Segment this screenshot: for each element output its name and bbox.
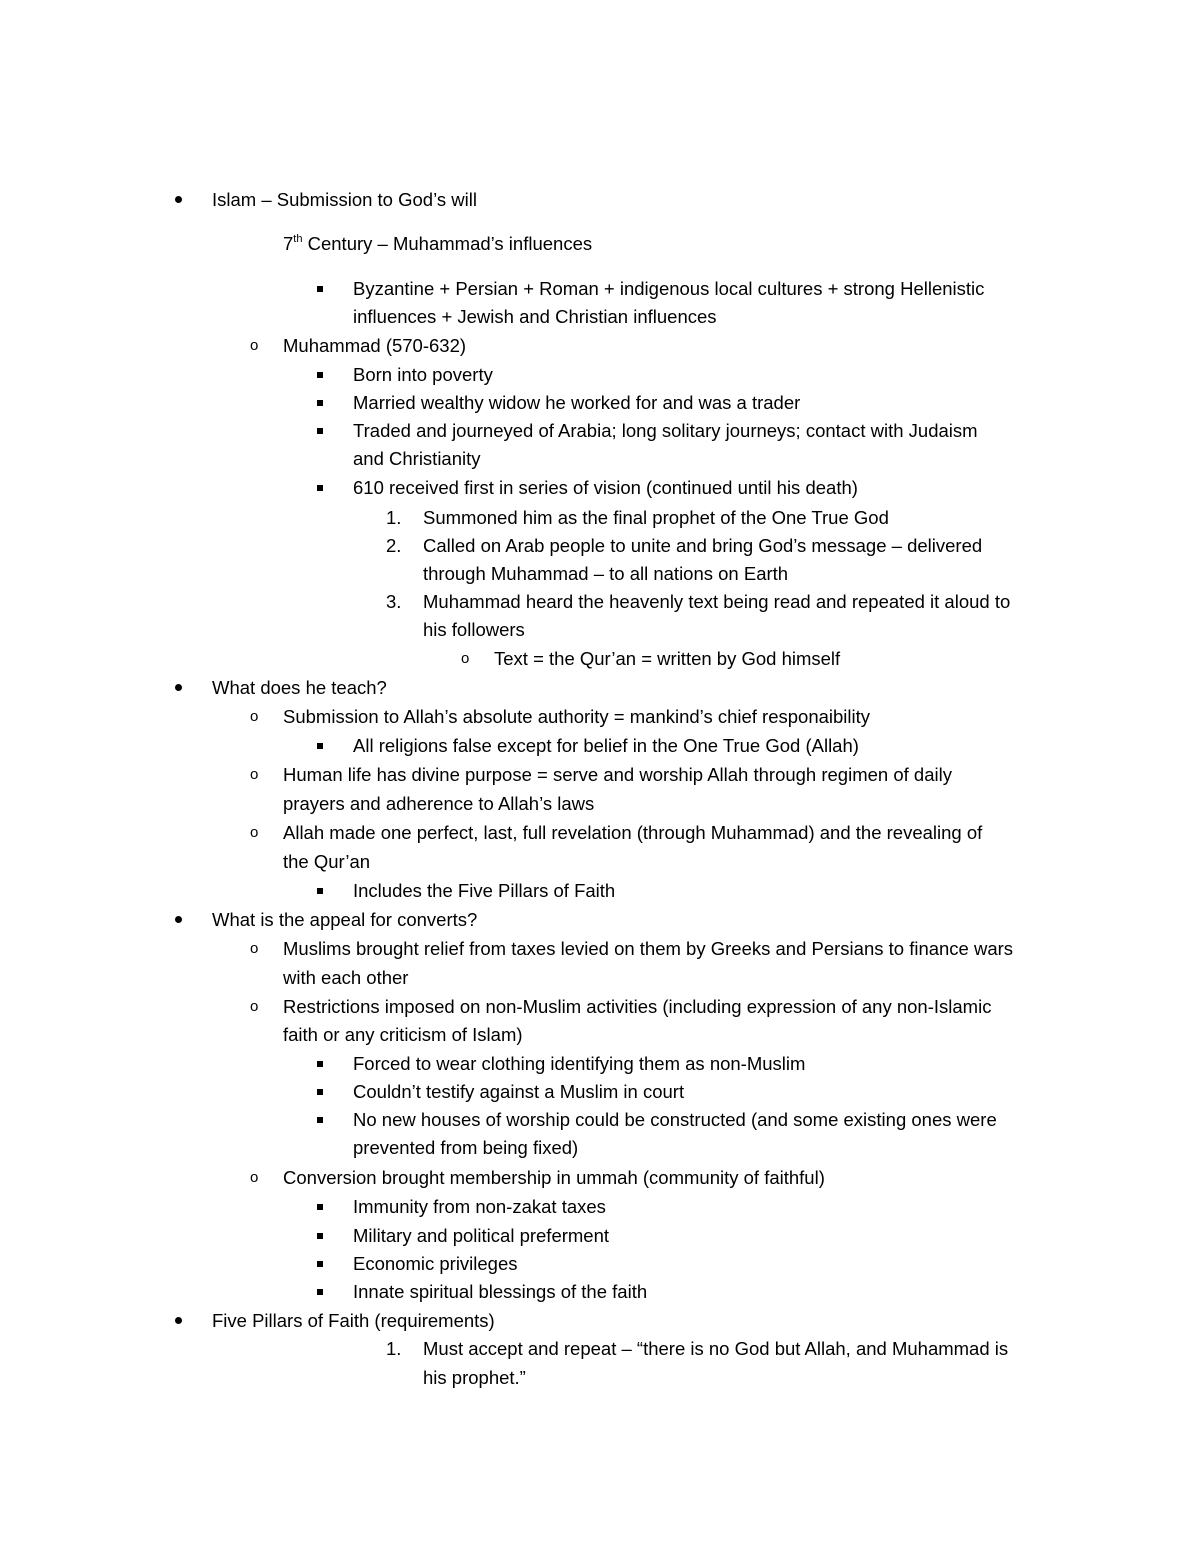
list-item-continuation: influences + Jewish and Christian influences (353, 306, 717, 327)
list-item (0, 761, 1200, 789)
list-item (0, 332, 1200, 360)
list-item (0, 186, 1200, 214)
bullet-circle-icon: o (250, 337, 259, 354)
bullet-circle-icon: o (250, 940, 259, 957)
bullet-circle-icon: o (250, 1169, 259, 1186)
list-item (0, 1078, 1200, 1106)
list-item (0, 230, 1200, 258)
list-item (0, 275, 1200, 303)
list-item-text: Forced to wear clothing identifying them as non-Muslim (353, 1053, 806, 1074)
list-item-continuation: faith or any criticism of Islam) (283, 1024, 523, 1045)
bullet-square-icon (317, 389, 323, 417)
list-item (0, 1250, 1200, 1278)
list-item-text: Must accept and repeat – “there is no God but Allah, and Muhammad is (423, 1338, 1009, 1359)
bullet-circle-icon: o (250, 766, 259, 783)
list-item (0, 674, 1200, 702)
list-item-text: Muhammad heard the heavenly text being read and repeated it aloud to (423, 591, 1011, 612)
list-item (0, 474, 1200, 502)
list-item-text: Immunity from non-zakat taxes (353, 1196, 606, 1217)
list-item-text: Couldn’t testify against a Muslim in court (353, 1081, 685, 1102)
list-item (0, 1193, 1200, 1221)
list-item-text: Called on Arab people to unite and bring God’s message – delivered (423, 535, 983, 556)
bullet-square-icon (317, 1193, 323, 1221)
list-item-text: Byzantine + Persian + Roman + indigenous local cultures + strong Hellenistic (353, 278, 985, 299)
list-item-text: 7th Century – Muhammad’s influences (283, 232, 593, 254)
list-item (0, 1050, 1200, 1078)
list-item (0, 1106, 1200, 1134)
bullet-square-icon (317, 474, 323, 502)
list-item-text: Restrictions imposed on non-Muslim activities (including expression of any non-Islamic (283, 996, 992, 1017)
bullet-disc-icon (175, 906, 182, 934)
list-item-continuation: prayers and adherence to Allah’s laws (283, 793, 595, 814)
list-item-continuation: through Muhammad – to all nations on Earth (423, 563, 789, 584)
bullet-square-icon (317, 877, 323, 905)
bullet-square-icon (317, 1222, 323, 1250)
bullet-circle-icon: o (250, 824, 259, 841)
list-item-text: Born into poverty (353, 364, 493, 385)
bullet-disc-icon (175, 186, 182, 214)
list-item-text: Allah made one perfect, last, full revelation (through Muhammad) and the revealing of (283, 822, 983, 843)
list-item-text: No new houses of worship could be constructed (and some existing ones were (353, 1109, 997, 1130)
list-item (0, 1307, 1200, 1335)
bullet-square-icon (317, 1106, 323, 1134)
list-item (0, 389, 1200, 417)
list-item-text: Text = the Qur’an = written by God himself (494, 648, 841, 669)
list-item-text: Human life has divine purpose = serve and worship Allah through regimen of daily (283, 764, 952, 785)
list-item-text: Innate spiritual blessings of the faith (353, 1281, 648, 1302)
list-item-text: Muslims brought relief from taxes levied on them by Greeks and Persians to finance wars (283, 938, 1014, 959)
bullet-square-icon (317, 361, 323, 389)
list-item (0, 361, 1200, 389)
list-item-text: Summoned him as the final prophet of the One True God (423, 507, 889, 528)
bullet-square-icon (317, 732, 323, 760)
list-item (0, 417, 1200, 445)
list-item (0, 819, 1200, 847)
list-item (0, 906, 1200, 934)
list-item (0, 645, 1200, 673)
list-item-text: Military and political preferment (353, 1225, 610, 1246)
bullet-square-icon (317, 1278, 323, 1306)
list-item-text: Islam – Submission to God’s will (212, 189, 477, 210)
list-item-continuation: and Christianity (353, 448, 481, 469)
list-item (0, 877, 1200, 905)
numbered-item (0, 504, 1200, 532)
list-item-continuation: with each other (283, 967, 409, 988)
list-item (0, 1222, 1200, 1250)
list-number: 1. (386, 1338, 402, 1359)
list-item-text: Traded and journeyed of Arabia; long solitary journeys; contact with Judaism (353, 420, 978, 441)
bullet-circle-icon: o (250, 708, 259, 725)
list-item-text: Includes the Five Pillars of Faith (353, 880, 616, 901)
list-item-text: 610 received first in series of vision (continued until his death) (353, 477, 858, 498)
bullet-square-icon (317, 1250, 323, 1278)
list-item-text: Conversion brought membership in ummah (community of faithful) (283, 1167, 825, 1188)
bullet-disc-icon (175, 1307, 182, 1335)
bullet-circle-icon: o (461, 650, 470, 667)
list-number: 1. (386, 507, 402, 528)
numbered-item (0, 588, 1200, 616)
list-item-continuation: the Qur’an (283, 851, 371, 872)
list-item-text: All religions false except for belief in the One True God (Allah) (353, 735, 859, 756)
list-item (0, 1164, 1200, 1192)
bullet-square-icon (317, 275, 323, 303)
bullet-square-icon (317, 1078, 323, 1106)
bullet-disc-icon (175, 674, 182, 702)
list-item (0, 732, 1200, 760)
bullet-circle-icon: o (250, 998, 259, 1015)
list-item-text: Muhammad (570-632) (283, 335, 467, 356)
list-item-text: Married wealthy widow he worked for and was a trader (353, 392, 801, 413)
list-item-continuation: his followers (423, 619, 525, 640)
list-item (0, 703, 1200, 731)
list-item-text: What is the appeal for converts? (212, 909, 478, 930)
numbered-item (0, 1335, 1200, 1363)
list-item-text: What does he teach? (212, 677, 387, 698)
list-number: 2. (386, 535, 402, 556)
bullet-square-icon (317, 417, 323, 445)
list-item-continuation: his prophet.” (423, 1367, 526, 1388)
list-item (0, 1278, 1200, 1306)
list-item (0, 935, 1200, 963)
list-item-continuation: prevented from being fixed) (353, 1137, 579, 1158)
list-item (0, 993, 1200, 1021)
list-item-text: Five Pillars of Faith (requirements) (212, 1310, 495, 1331)
list-item-text: Submission to Allah’s absolute authority = mankind’s chief responaibility (283, 706, 871, 727)
list-number: 3. (386, 591, 402, 612)
bullet-square-icon (317, 1050, 323, 1078)
list-item-text: Economic privileges (353, 1253, 518, 1274)
numbered-item (0, 532, 1200, 560)
